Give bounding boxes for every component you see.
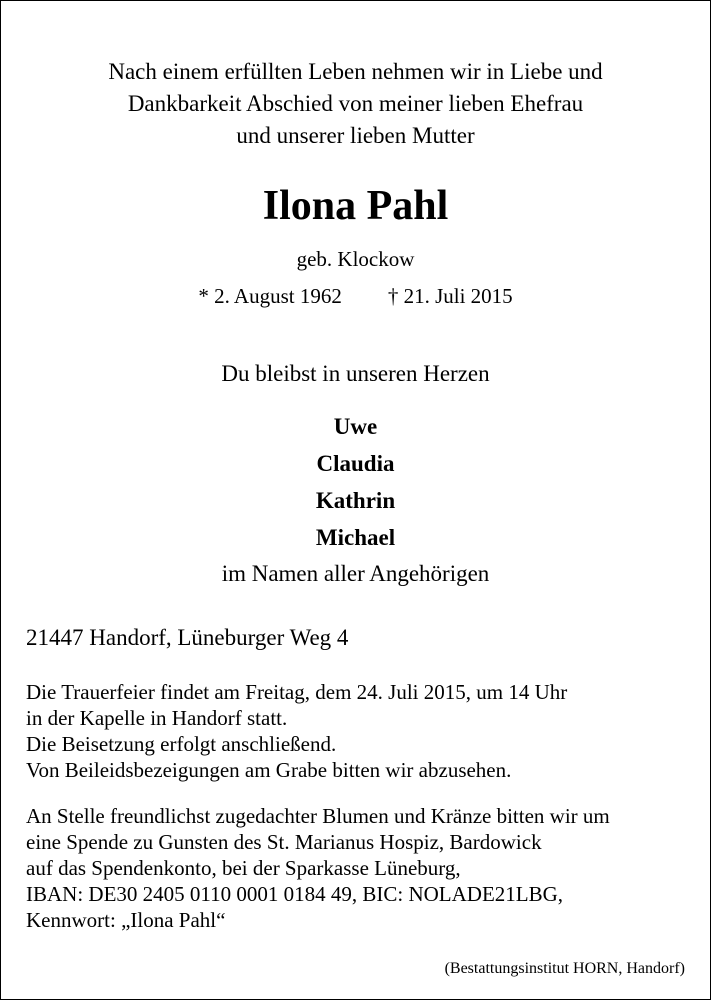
family-member: Michael [315, 525, 396, 550]
funeral-line: Von Beileidsbezeigungen am Grabe bitten wir abzusehen. [26, 758, 512, 782]
donation-line: An Stelle freundlichst zugedachter Blumen und Kränze bitten wir um [26, 804, 610, 828]
donation-line: eine Spende zu Gunsten des St. Marianus Hospiz, Bardowick [26, 830, 542, 854]
address: 21447 Handorf, Lüneburger Weg 4 [26, 625, 349, 650]
funeral-line: Die Beisetzung erfolgt anschließend. [26, 732, 337, 756]
donation-line: auf das Spendenkonto, bei der Sparkasse Lüneburg, [26, 856, 461, 880]
funeral-line: in der Kapelle in Handorf statt. [26, 706, 288, 730]
maiden-name: geb. Klockow [296, 247, 415, 271]
funeral-line: Die Trauerfeier findet am Freitag, dem 24. Juli 2015, um 14 Uhr [26, 680, 568, 704]
birth-date: * 2. August 1962 [198, 284, 342, 308]
intro-line: Nach einem erfüllten Leben nehmen wir in Liebe und [108, 59, 603, 84]
funeral-info [26, 679, 567, 783]
donation-line: IBAN: DE30 2405 0110 0001 0184 49, BIC: NOLADE21LBG, [26, 882, 564, 906]
death-date: † 21. Juli 2015 [387, 284, 513, 308]
family-member: Claudia [316, 451, 395, 476]
motto: Du bleibst in unseren Herzen [221, 361, 490, 386]
undertaker-credit: (Bestattungsinstitut HORN, Handorf) [444, 960, 685, 977]
on-behalf-line: im Namen aller Angehörigen [221, 561, 490, 586]
intro-line: Dankbarkeit Abschied von meiner lieben Ehefrau [127, 91, 584, 116]
donation-line: Kennwort: „Ilona Pahl“ [26, 908, 226, 932]
deceased-name: Ilona Pahl [262, 183, 449, 229]
intro-line: und unserer lieben Mutter [236, 123, 475, 148]
life-dates [0, 281, 711, 311]
intro-text [0, 56, 711, 152]
family-member: Uwe [333, 414, 378, 439]
family-names [0, 408, 711, 556]
family-member: Kathrin [315, 488, 396, 513]
donation-info [26, 803, 610, 933]
